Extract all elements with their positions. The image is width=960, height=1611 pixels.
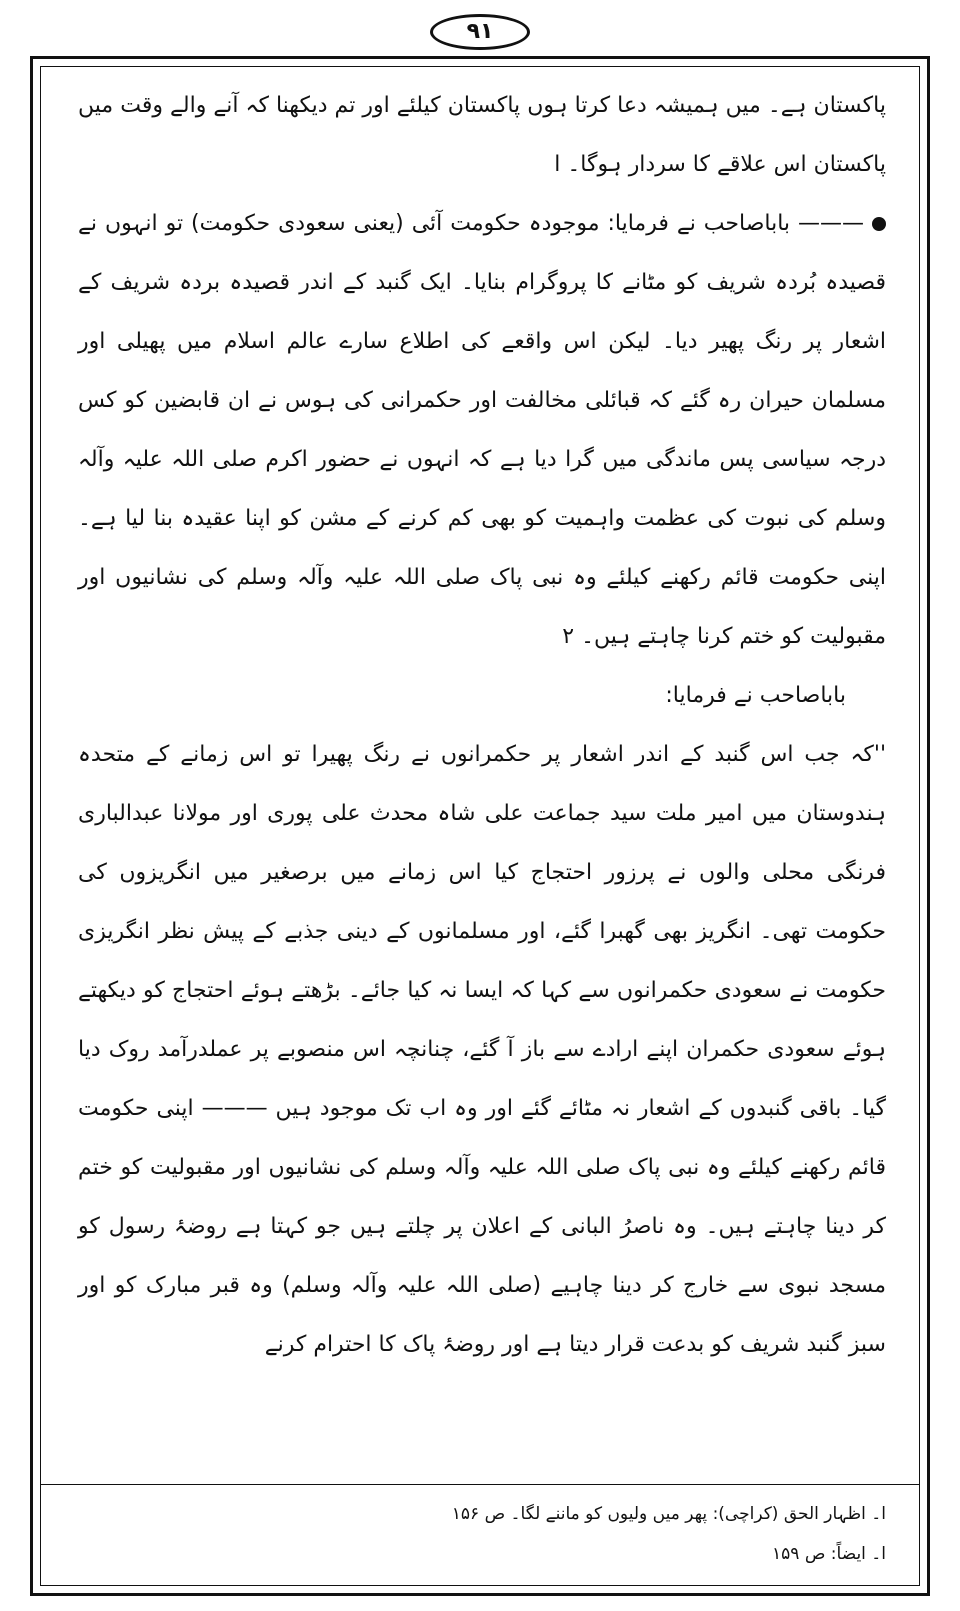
- footnote-divider: [40, 1484, 920, 1485]
- paragraph: پاکستان ہے۔ میں ہمیشہ دعا کرتا ہوں پاکستان کیلئے اور تم دیکھنا کہ آنے والے وقت میں پاکستان اس علاقے کا سردار ہوگا۔ ا: [78, 93, 886, 177]
- page-number: ۹۱: [430, 14, 530, 50]
- paragraph-bulleted: [78, 194, 886, 666]
- paragraph: باباصاحب نے فرمایا:: [665, 683, 846, 708]
- footnote: ا۔ ایضاً: ص ۱۵۹: [772, 1544, 886, 1564]
- bullet-icon: [872, 217, 886, 231]
- paragraph-quote: ''کہ جب اس گنبد کے اندر اشعار پر حکمرانوں نے رنگ پھیرا تو اس زمانے کے متحدہ ہندوستان میں امیر ملت سید جماعت علی شاہ محدث علی پوری اور مولانا عبدالباری فرنگی محلی والوں نے پرزور احتجاج کیا اس زمانے میں برصغیر میں انگریزوں کی حکومت تھی۔ انگریز بھی گھبرا گئے، اور مسلمانوں کے دینی جذبے کے پیش نظر انگریزی حکومت نے سعودی حکمرانوں سے کہا کہ ایسا نہ کیا جائے۔ بڑھتے ہوئے احتجاج کو دیکھتے ہوئے سعودی حکمران اپنے ارادے سے باز آ گئے، چنانچہ اس منصوبے پر عملدرآمد روک دیا گیا۔ باقی گنبدوں کے اشعار نہ مٹائے گئے اور وہ اب تک موجود ہیں ——— اپنی حکومت قائم رکھنے کیلئے وہ نبی پاک صلی اللہ علیہ وآلہ وسلم کی نشانیوں اور مقبولیت کو ختم کر دینا چاہتے ہیں۔ وہ ناصرُ البانی کے اعلان پر چلتے ہیں جو کہتا ہے روضۂ رسول کو مسجد نبوی سے خارج کر دینا چاہیے (صلی اللہ علیہ وآلہ وسلم) وہ قبر مبارک کو اور سبز گنبد شریف کو بدعت قرار دیتا ہے اور روضۂ پاک کا احترام کرنے: [78, 742, 886, 1357]
- page-body: [78, 76, 886, 1374]
- paragraph-text: ——— باباصاحب نے فرمایا: موجودہ حکومت آئی (یعنی سعودی حکومت) تو انہوں نے قصیدہ بُردہ شریف کو مٹانے کا پروگرام بنایا۔ ایک گنبد کے اندر قصیدہ بردہ شریف کے اشعار پر رنگ پھیر دیا۔ لیکن اس واقعے کی اطلاع سارے عالم اسلام میں پھیلی اور مسلمان حیران رہ گئے کہ قبائلی مخالفت اور حکمرانی کی ہوس نے ان قابضین کو کس درجہ سیاسی پس ماندگی میں گرا دیا ہے کہ انہوں نے حضور اکرم صلی اللہ علیہ وآلہ وسلم کی نبوت کی عظمت واہمیت کو بھی کم کرنے کے مشن کو اپنا عقیدہ بنا لیا ہے۔ اپنی حکومت قائم رکھنے کیلئے وہ نبی پاک صلی اللہ علیہ وآلہ وسلم کی نشانیوں اور مقبولیت کو ختم کرنا چاہتے ہیں۔ ۲: [78, 211, 886, 649]
- footnote: ا۔ اظہار الحق (کراچی): پھر میں ولیوں کو ماننے لگا۔ ص ۱۵۶: [451, 1504, 886, 1524]
- footnotes: [78, 1494, 886, 1574]
